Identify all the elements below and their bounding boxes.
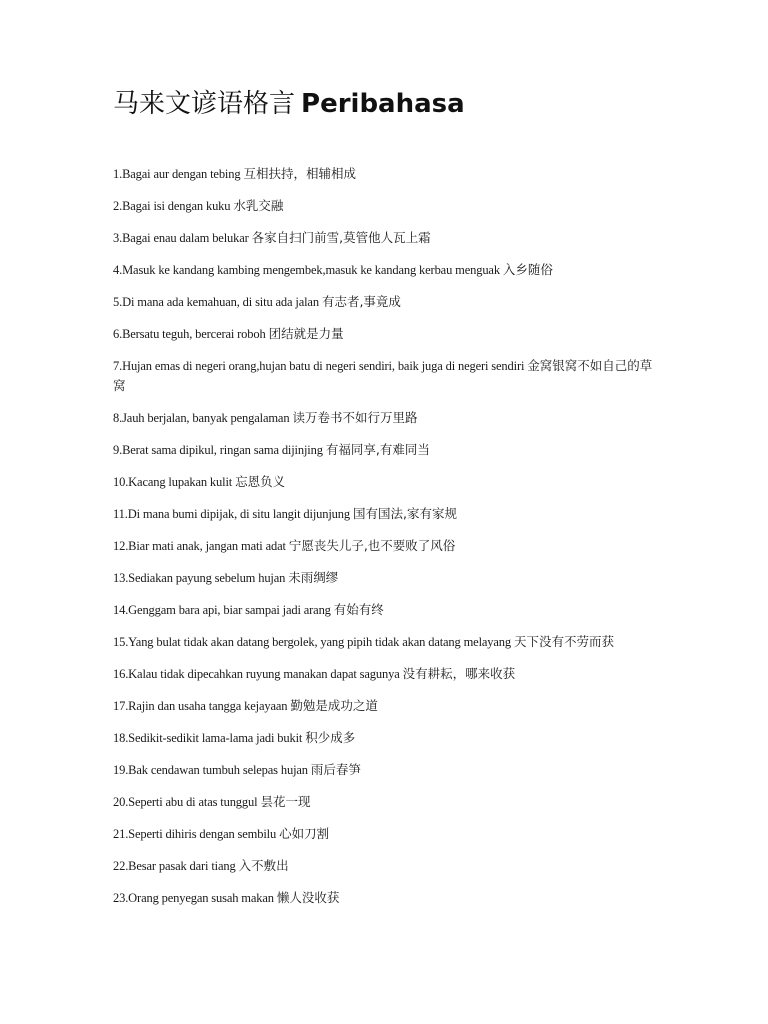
list-item	[113, 696, 653, 716]
chinese-translation: 忘恩负义	[235, 474, 286, 489]
list-item	[113, 536, 653, 556]
chinese-translation: 有始有终	[333, 602, 384, 617]
chinese-translation: 宁愿丧失儿子,也不要败了风俗	[288, 538, 456, 553]
list-item	[113, 164, 653, 184]
malay-proverb: 6.Bersatu teguh, bercerai roboh	[113, 327, 266, 341]
malay-proverb: 18.Sedikit-sedikit lama-lama jadi bukit	[113, 731, 303, 745]
malay-proverb: 15.Yang bulat tidak akan datang bergolek, yang pipih tidak akan datang melayang	[113, 635, 512, 649]
chinese-translation: 国有国法,家有家规	[352, 506, 457, 521]
list-item	[113, 600, 653, 620]
malay-proverb: 11.Di mana bumi dipijak, di situ langit dijunjung	[113, 507, 350, 521]
malay-proverb: 1.Bagai aur dengan tebing	[113, 167, 241, 181]
list-item	[113, 856, 653, 876]
malay-proverb: 17.Rajin dan usaha tangga kejayaan	[113, 699, 288, 713]
chinese-translation: 雨后春笋	[310, 762, 361, 777]
list-item	[113, 292, 653, 312]
list-item	[113, 728, 653, 748]
chinese-translation: 天下没有不劳而获	[514, 634, 615, 649]
list-item	[113, 888, 653, 908]
chinese-translation: 有福同享,有难同当	[325, 442, 430, 457]
malay-proverb: 14.Genggam bara api, biar sampai jadi arang	[113, 603, 331, 617]
page-title	[113, 86, 465, 122]
malay-proverb: 19.Bak cendawan tumbuh selepas hujan	[113, 763, 308, 777]
malay-proverb: 5.Di mana ada kemahuan, di situ ada jalan	[113, 295, 319, 309]
malay-proverb: 8.Jauh berjalan, banyak pengalaman	[113, 411, 290, 425]
chinese-translation: 互相扶持，相辅相成	[243, 166, 356, 181]
list-item	[113, 632, 653, 652]
chinese-translation: 读万卷书不如行万里路	[292, 410, 418, 425]
chinese-translation: 有志者,事竟成	[321, 294, 401, 309]
list-item	[113, 324, 653, 344]
list-item	[113, 504, 653, 524]
list-item	[113, 824, 653, 844]
proverb-list	[113, 164, 653, 920]
malay-proverb: 3.Bagai enau dalam belukar	[113, 231, 249, 245]
chinese-translation: 入乡随俗	[502, 262, 553, 277]
malay-proverb: 2.Bagai isi dengan kuku	[113, 199, 231, 213]
chinese-translation: 水乳交融	[233, 198, 284, 213]
malay-proverb: 20.Seperti abu di atas tunggul	[113, 795, 258, 809]
list-item	[113, 196, 653, 216]
chinese-translation: 积少成多	[305, 730, 356, 745]
malay-proverb: 10.Kacang lupakan kulit	[113, 475, 233, 489]
malay-proverb: 23.Orang penyegan susah makan	[113, 891, 274, 905]
malay-proverb: 9.Berat sama dipikul, ringan sama dijinjing	[113, 443, 323, 457]
title-chinese: 马来文谚语格言	[113, 89, 296, 119]
chinese-translation: 勤勉是成功之道	[290, 698, 378, 713]
chinese-translation: 团结就是力量	[268, 326, 344, 341]
list-item	[113, 228, 653, 248]
malay-proverb: 16.Kalau tidak dipecahkan ruyung manakan dapat sagunya	[113, 667, 400, 681]
list-item	[113, 260, 653, 280]
chinese-translation: 各家自扫门前雪,莫管他人瓦上霜	[251, 230, 431, 245]
list-item	[113, 408, 653, 428]
chinese-translation: 懒人没收获	[276, 890, 340, 905]
chinese-translation: 没有耕耘，哪来收获	[402, 666, 516, 681]
chinese-translation: 心如刀割	[279, 826, 330, 841]
list-item	[113, 568, 653, 588]
title-malay: Peribahasa	[301, 89, 465, 119]
list-item	[113, 760, 653, 780]
chinese-translation: 入不敷出	[238, 858, 289, 873]
malay-proverb: 13.Sediakan payung sebelum hujan	[113, 571, 286, 585]
chinese-translation: 未雨绸缪	[288, 570, 339, 585]
malay-proverb: 7.Hujan emas di negeri orang,hujan batu di negeri sendiri, baik juga di negeri sendiri	[113, 359, 525, 373]
malay-proverb: 21.Seperti dihiris dengan sembilu	[113, 827, 277, 841]
list-item	[113, 664, 653, 684]
list-item	[113, 356, 653, 396]
malay-proverb: 4.Masuk ke kandang kambing mengembek,masuk ke kandang kerbau menguak	[113, 263, 500, 277]
chinese-translation: 昙花一现	[260, 794, 311, 809]
malay-proverb: 22.Besar pasak dari tiang	[113, 859, 236, 873]
chinese-translation: 金窝银窝不如自己的草窝	[113, 358, 653, 393]
malay-proverb: 12.Biar mati anak, jangan mati adat	[113, 539, 286, 553]
list-item	[113, 792, 653, 812]
list-item	[113, 472, 653, 492]
list-item	[113, 440, 653, 460]
